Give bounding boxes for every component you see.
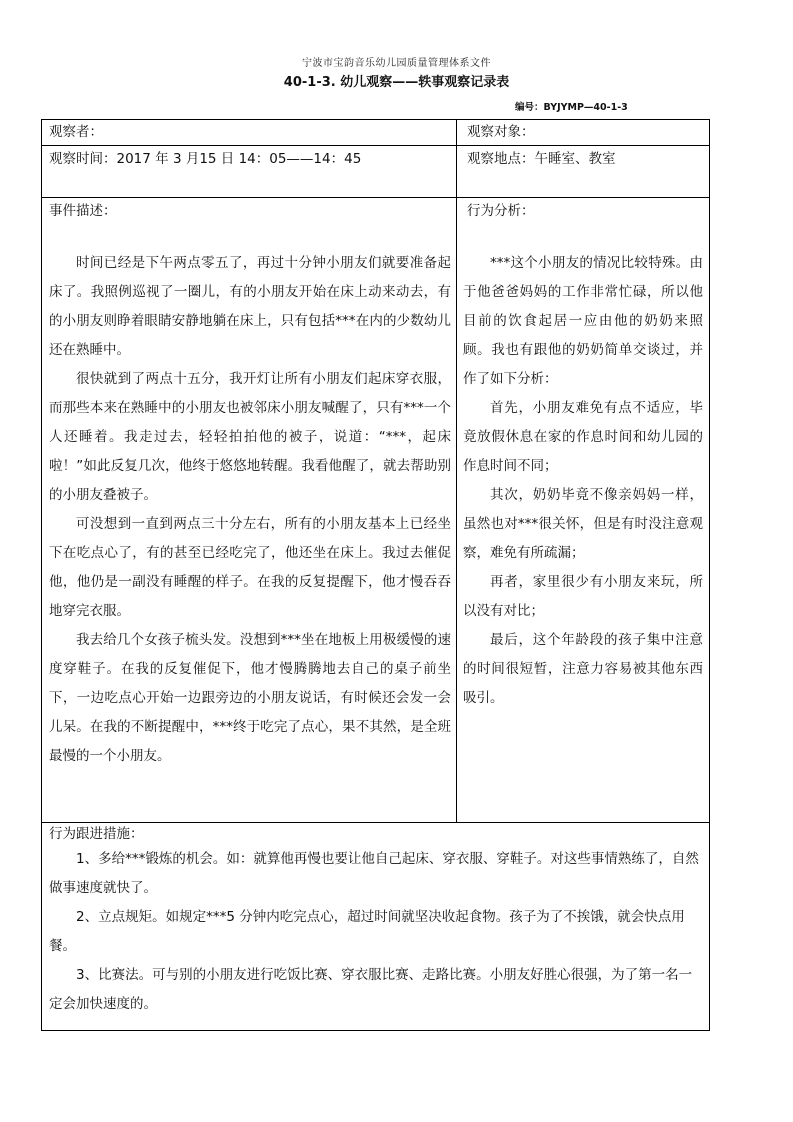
followup-item: 1、多给***锻炼的机会。如：就算他再慢也要让他自己起床、穿衣服、穿鞋子。对这些事情熟练了，自然做事速度就快了。 [49,851,699,896]
event-paragraph: 我去给几个女孩子梳头发。没想到***坐在地板上用极缓慢的速度穿鞋子。在我的反复催促下，他才慢腾腾地去自己的桌子前坐下，一边吃点心开始一边跟旁边的小朋友说话，有时候还会发一会儿呆。在我的不断提醒中，***终于吃完了点心，果不其然，是全班最慢的一个小朋友。 [49,632,451,764]
org-header: 宁波市宝韵音乐幼儿园质量管理体系文件 [302,58,491,69]
row-divider [42,197,709,198]
analysis-label: 行为分析： [467,203,535,219]
time-label: 观察时间：2017 年 3 月15 日 14：05——14：45 [49,151,362,167]
document-code: 编号：BYJYMP—40-1-3 [515,102,628,113]
page-title: 40-1-3. 幼儿观察——轶事观察记录表 [283,75,510,90]
followup-measures [49,845,704,1019]
followup-label: 行为跟进措施： [49,826,144,842]
analysis-paragraph: 最后，这个年龄段的孩子集中注意的时间很短暂，注意力容易被其他东西吸引。 [463,632,703,706]
followup-item: 2、立点规矩。如规定***5 分钟内吃完点心，超过时间就坚决收起食物。孩子为了不挨饿，就会快点用餐。 [49,909,685,954]
event-paragraph: 很快就到了两点十五分，我开灯让所有小朋友们起床穿衣服，而那些本来在熟睡中的小朋友也被邻床小朋友喊醒了，只有***一个人还睡着。我走过去，轻轻拍拍他的被子，说道：“***，起床啦！”如此反复几次，他终于悠悠地转醒。我看他醒了，就去帮助别的小朋友叠被子。 [49,371,451,503]
column-divider [456,120,457,822]
observation-form [41,119,710,1031]
place-label: 观察地点：午睡室、教室 [467,151,616,167]
analysis-paragraph: 其次，奶奶毕竟不像亲妈妈一样，虽然也对***很关怀，但是有时没注意观察，难免有所疏漏； [463,487,703,561]
analysis-paragraph: ***这个小朋友的情况比较特殊。由于他爸爸妈妈的工作非常忙碌，所以他目前的饮食起居一应由他的奶奶来照顾。我也有跟他的奶奶简单交谈过，并作了如下分析： [463,255,703,387]
subject-label: 观察对象： [467,124,535,140]
behavior-analysis [463,249,703,713]
observer-label: 观察者： [49,124,103,140]
followup-item: 3、比赛法。可与别的小朋友进行吃饭比赛、穿衣服比赛、走路比赛。小朋友好胜心很强，为了第一名一定会加快速度的。 [49,967,693,1012]
event-description [49,249,451,771]
row-divider [42,145,709,146]
event-paragraph: 时间已经是下午两点零五了，再过十分钟小朋友们就要准备起床了。我照例巡视了一圈儿，有的小朋友开始在床上动来动去，有的小朋友则睁着眼睛安静地躺在床上，只有包括***在内的少数幼儿还在熟睡中。 [49,255,451,358]
event-paragraph: 可没想到一直到两点三十分左右，所有的小朋友基本上已经坐下在吃点心了，有的甚至已经吃完了，他还坐在床上。我过去催促他，他仍是一副没有睡醒的样子。在我的反复提醒下，他才慢吞吞地穿完衣服。 [49,516,451,619]
analysis-paragraph: 再者，家里很少有小朋友来玩，所以没有对比； [463,574,703,619]
analysis-paragraph: 首先，小朋友难免有点不适应，毕竟放假休息在家的作息时间和幼儿园的作息时间不同； [463,400,703,474]
event-label: 事件描述： [49,203,117,219]
